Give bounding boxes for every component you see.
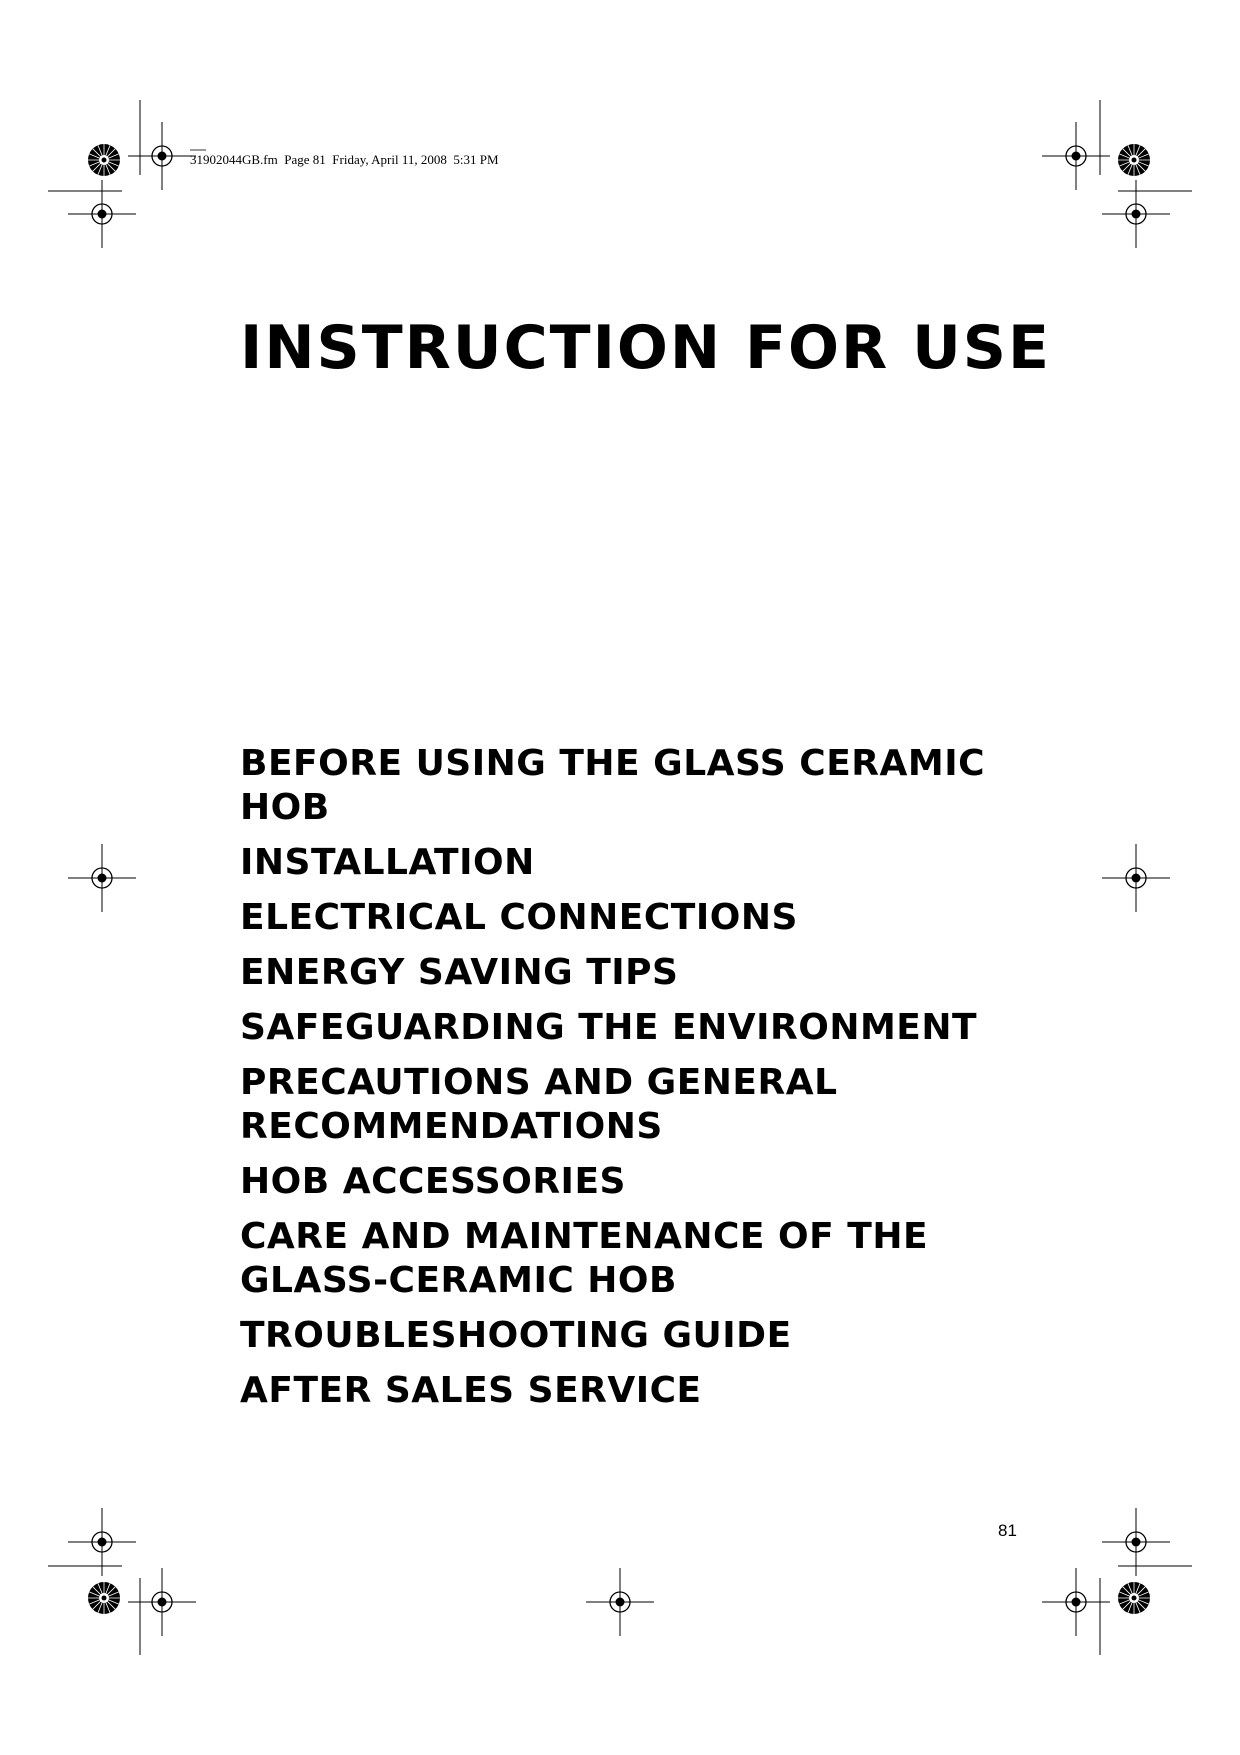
contents-item: PRECAUTIONS AND GENERAL RECOMMENDATIONS (240, 1062, 838, 1147)
registration-mark-icon (1102, 180, 1170, 248)
color-wheel-icon-top-left (88, 144, 120, 176)
contents-item: ELECTRICAL CONNECTIONS (240, 897, 798, 938)
registration-mark-icon (128, 122, 196, 190)
document-title: INSTRUCTION FOR USE (240, 313, 1051, 383)
registration-mark-icon (586, 1568, 654, 1636)
contents-item: CARE AND MAINTENANCE OF THE GLASS-CERAMIC HOB (240, 1216, 929, 1301)
contents-item: BEFORE USING THE GLASS CERAMIC HOB (240, 743, 986, 828)
contents-item: INSTALLATION (240, 842, 535, 883)
contents-item: AFTER SALES SERVICE (240, 1370, 702, 1411)
color-wheel-icon-bottom-right (1118, 1582, 1150, 1614)
color-wheel-icon-top-right (1118, 144, 1150, 176)
page-number: 81 (998, 1521, 1017, 1540)
registration-mark-icon (128, 1568, 196, 1636)
color-wheel-icon-bottom-left (88, 1582, 120, 1614)
file-info-header: 31902044GB.fm Page 81 Friday, April 11, 2008 5:31 PM (190, 152, 499, 167)
registration-mark-icon (68, 180, 136, 248)
registration-mark-icon (1102, 844, 1170, 912)
contents-item: ENERGY SAVING TIPS (240, 952, 679, 993)
registration-mark-icon (68, 844, 136, 912)
contents-item: SAFEGUARDING THE ENVIRONMENT (240, 1007, 978, 1048)
contents-list (240, 742, 1020, 1424)
contents-item: TROUBLESHOOTING GUIDE (240, 1315, 792, 1356)
contents-item: HOB ACCESSORIES (240, 1161, 626, 1202)
